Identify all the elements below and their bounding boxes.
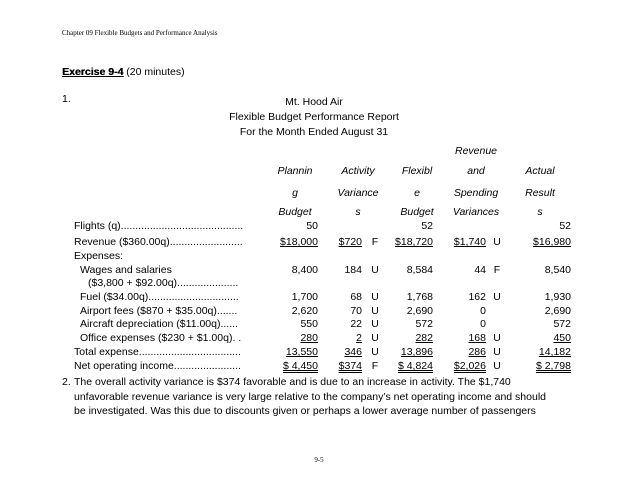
variance-flag: U xyxy=(371,264,379,276)
header-flexible-1: Flexibl xyxy=(401,165,433,177)
row-label: Wages and salaries xyxy=(80,264,172,276)
cell-planning: 280 xyxy=(300,332,318,344)
variance-flag: U xyxy=(371,318,379,330)
header-spending-3: Spending xyxy=(453,187,499,199)
exercise-time: (20 minutes) xyxy=(126,66,185,78)
cell-activity: 184 xyxy=(344,264,362,276)
header-flexible-3: Budget xyxy=(400,206,434,218)
cell-actual: 450 xyxy=(553,332,571,344)
cell-spending: 286 xyxy=(468,346,486,358)
report-company: Mt. Hood Air xyxy=(285,96,343,108)
cell-planning: 13,550 xyxy=(285,346,318,358)
cell-actual: 1,930 xyxy=(544,291,571,303)
variance-flag: U xyxy=(493,360,501,372)
cell-activity: $374 xyxy=(338,360,362,372)
exercise-label: Exercise 9-4 xyxy=(62,66,124,78)
part2-line-2: unfavorable revenue variance is very large relative to the company’s net operating income and should xyxy=(74,391,547,403)
header-actual-2: Result xyxy=(525,187,555,199)
cell-spending: 44 xyxy=(474,264,486,276)
row-label: Expenses: xyxy=(74,250,124,262)
cell-flexible: $ 4,824 xyxy=(397,360,433,372)
cell-planning: 1,700 xyxy=(291,291,318,303)
cell-flexible: 2,690 xyxy=(406,305,433,317)
row-label: Office expenses ($230 + $1.00q). . xyxy=(80,332,242,344)
cell-spending: 0 xyxy=(480,318,486,330)
part-number: 1. xyxy=(62,93,71,105)
header-planning-3: Budget xyxy=(278,206,312,218)
cell-spending: 0 xyxy=(480,305,486,317)
header-activity-3: s xyxy=(355,206,361,218)
row-label: Revenue ($360.00q)......................... xyxy=(74,236,243,248)
header-spending-4: Variances xyxy=(452,206,500,218)
variance-flag: U xyxy=(493,346,501,358)
cell-flexible: 572 xyxy=(415,318,433,330)
cell-planning: 2,620 xyxy=(291,305,318,317)
exercise-heading xyxy=(62,66,185,78)
cell-flexible: 8,584 xyxy=(406,264,433,276)
row-label: Airport fees ($870 + $35.00q)....... xyxy=(80,305,238,317)
cell-planning: 8,400 xyxy=(291,264,318,276)
running-head: Chapter 09 Flexible Budgets and Performance Analysis xyxy=(62,29,218,37)
row-label: Aircraft depreciation ($11.00q)...... xyxy=(80,318,238,330)
cell-spending: 168 xyxy=(468,332,486,344)
variance-flag: U xyxy=(493,236,501,248)
cell-actual: 52 xyxy=(559,220,571,232)
cell-activity: 346 xyxy=(344,346,362,358)
variance-flag: U xyxy=(493,332,501,344)
header-spending-2: and xyxy=(467,165,485,177)
part2-line-3: be investigated. Was this due to discounts given or perhaps a lower average number of passengers xyxy=(74,405,536,417)
variance-flag: U xyxy=(371,291,379,303)
cell-flexible: 1,768 xyxy=(406,291,433,303)
row-label: Net operating income....................... xyxy=(74,360,241,372)
report-title: Flexible Budget Performance Report xyxy=(229,111,399,123)
cell-flexible: 282 xyxy=(415,332,433,344)
part2-number: 2. xyxy=(62,376,71,388)
cell-planning: $18,000 xyxy=(280,236,318,248)
variance-flag: U xyxy=(371,305,379,317)
cell-spending: 162 xyxy=(468,291,486,303)
cell-actual: 14,182 xyxy=(538,346,571,358)
cell-flexible: 52 xyxy=(421,220,433,232)
variance-flag: F xyxy=(371,360,379,372)
cell-activity: 2 xyxy=(356,332,362,344)
part2-line-1: The overall activity variance is $374 favorable and is due to an increase in activity. The $1,740 xyxy=(74,376,511,388)
header-planning-2: g xyxy=(292,187,298,199)
cell-flexible: $18,720 xyxy=(395,236,433,248)
header-actual-1: Actual xyxy=(525,165,555,177)
cell-planning: $ 4,450 xyxy=(282,360,318,372)
variance-flag: U xyxy=(371,332,379,344)
row-label: Fuel ($34.00q)............................... xyxy=(80,291,239,303)
cell-actual: 572 xyxy=(553,318,571,330)
cell-actual: 2,690 xyxy=(544,305,571,317)
page-number: 9-5 xyxy=(314,456,324,464)
variance-flag: F xyxy=(493,264,501,276)
cell-activity: 70 xyxy=(350,305,362,317)
row-label: Total expense................................... xyxy=(74,346,241,358)
variance-flag: U xyxy=(371,346,379,358)
report-period: For the Month Ended August 31 xyxy=(239,126,389,138)
variance-flag: F xyxy=(371,236,379,248)
header-activity-2: Variance xyxy=(337,187,379,199)
row-label: ($3,800 + $92.00q)..................... xyxy=(88,277,239,289)
cell-actual: $16,980 xyxy=(533,236,571,248)
cell-actual: $ 2,798 xyxy=(535,360,571,372)
header-activity-1: Activity xyxy=(341,165,375,177)
cell-activity: 68 xyxy=(350,291,362,303)
header-planning-1: Plannin xyxy=(277,165,313,177)
cell-planning: 50 xyxy=(306,220,318,232)
header-spending-1: Revenue xyxy=(454,145,498,157)
cell-planning: 550 xyxy=(300,318,318,330)
row-label: Flights (q).......................................... xyxy=(74,220,244,232)
header-actual-3: s xyxy=(537,206,543,218)
cell-spending: $2,026 xyxy=(453,360,486,372)
header-flexible-2: e xyxy=(414,187,420,199)
cell-activity: $720 xyxy=(338,236,362,248)
cell-activity: 22 xyxy=(350,318,362,330)
variance-flag: U xyxy=(493,291,501,303)
cell-actual: 8,540 xyxy=(544,264,571,276)
cell-spending: $1,740 xyxy=(453,236,486,248)
cell-flexible: 13,896 xyxy=(400,346,433,358)
